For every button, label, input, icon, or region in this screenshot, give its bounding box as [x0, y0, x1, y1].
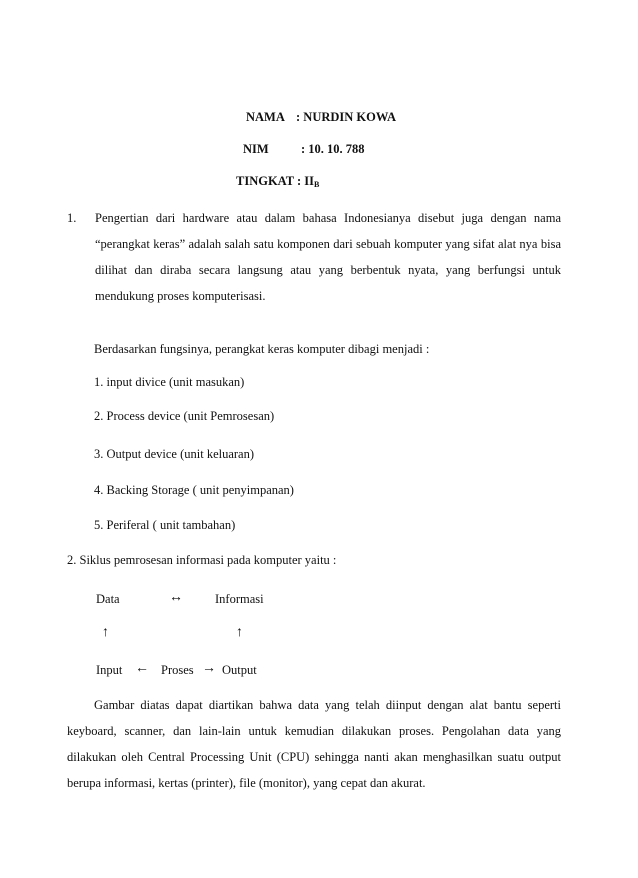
tingkat-subscript: B [314, 180, 320, 189]
left-arrow-icon: ← [135, 661, 149, 676]
up-arrow-icon-right: ↑ [236, 625, 243, 640]
section2-paragraph: Gambar diatas dapat diartikan bahwa data yang telah diinput dengan alat bantu seperti keyboard, scanner, dan lain-lain untuk kemudian dilakukan proses. Pengolahan data yang dilakukan oleh Central Processing Unit (CPU) sehingga nanti akan menghasilkan suatu output berupa informasi, kertas (printer), file (monitor), yang cepat dan akurat. [67, 698, 561, 790]
list-item: 5. Periferal ( unit tambahan) [94, 518, 236, 532]
diagram-input: Input [96, 663, 123, 677]
list-item: 3. Output device (unit keluaran) [94, 447, 255, 461]
nim-label: NIM [243, 142, 269, 156]
nim-value: : 10. 10. 788 [301, 142, 365, 156]
up-arrow-icon-left: ↑ [102, 625, 109, 640]
section1-number: 1. [67, 211, 77, 225]
diagram-informasi: Informasi [215, 592, 264, 606]
section1-paragraph: Pengertian dari hardware atau dalam bahasa Indonesianya disebut juga dengan nama “perangkat keras” adalah salah satu komponen dari sebuah komputer yang sifat alat nya bisa dilihat dan diraba secara langsung atau yang berbentuk nyata, yang berfungsi untuk mendukung proses komputerisasi. [95, 211, 561, 303]
diagram-proses: Proses [161, 663, 194, 677]
diagram-data: Data [96, 592, 120, 606]
nama-value: : NURDIN KOWA [296, 110, 396, 124]
section1-intro: Berdasarkan fungsinya, perangkat keras komputer dibagi menjadi : [94, 342, 430, 356]
list-item: 2. Process device (unit Pemrosesan) [94, 409, 275, 423]
tingkat-label: TINGKAT : II [236, 174, 315, 188]
list-item: 1. input divice (unit masukan) [94, 375, 245, 389]
section2-heading: 2. Siklus pemrosesan informasi pada komputer yaitu : [67, 553, 337, 567]
nama-label: NAMA [246, 110, 285, 124]
tingkat-line [236, 173, 319, 193]
list-item: 4. Backing Storage ( unit penyimpanan) [94, 483, 294, 497]
diagram-output: Output [222, 663, 257, 677]
double-arrow-icon: ↔ [169, 590, 183, 605]
right-arrow-icon: → [202, 661, 216, 676]
